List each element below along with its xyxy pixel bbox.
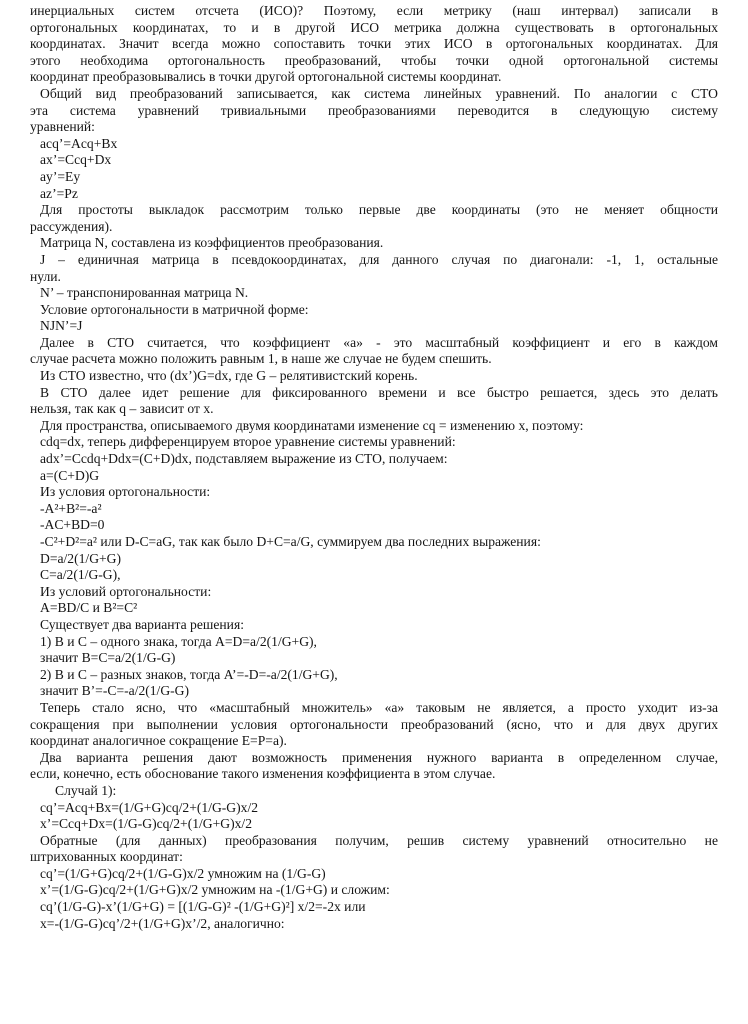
text-line: сокращения при выполнении условия ортогональности преобразований (ясно, что и для двух других	[30, 716, 718, 732]
text-line: -AC+BD=0	[40, 517, 105, 533]
text-line: нули.	[30, 268, 61, 284]
text-line: ортогональных координатах, то и в другой ИСО метрика должна существовать в ортогональных	[30, 19, 718, 35]
text-line: уравнений:	[30, 119, 95, 135]
text-line: Далее в СТО считается, что коэффициент «a» - это масштабный коэффициент и его в каждом	[40, 334, 718, 350]
text-line: x=-(1/G-G)cq’/2+(1/G+G)x’/2, аналогично:	[40, 915, 285, 931]
text-line: Условие ортогональности в матричной форме:	[40, 301, 309, 317]
text-line: координат аналогичное сокращение E=P=a).	[30, 733, 287, 749]
text-line: Общий вид преобразований записывается, как система линейных уравнений. По аналогии с СТО	[40, 85, 718, 101]
text-line: Из условия ортогональности:	[40, 484, 211, 500]
text-line: x’=(1/G-G)cq/2+(1/G+G)x/2 умножим на -(1/G+G) и сложим:	[40, 882, 390, 898]
text-line: acq’=Acq+Bx	[40, 135, 118, 151]
text-line: Случай 1):	[55, 782, 117, 798]
text-line: В СТО далее идет решение для фиксированного времени и все быстро решается, здесь это делать	[40, 384, 718, 400]
text-line: adx’=Ccdq+Ddx=(C+D)dx, подставляем выражение из СТО, получаем:	[40, 451, 448, 467]
text-line: x’=Ccq+Dx=(1/G-G)cq/2+(1/G+G)x/2	[40, 816, 252, 832]
text-line: эта система уравнений тривиальными преобразованиями переводится в следующую систему	[30, 102, 718, 118]
text-line: cq’=Acq+Bx=(1/G+G)cq/2+(1/G-G)x/2	[40, 799, 259, 815]
text-line: A=BD/C и B²=C²	[40, 600, 138, 616]
text-line: координат преобразовывались в точки другой ортогональной системы координат.	[30, 69, 502, 85]
text-line: 1) B и C – одного знака, тогда A=D=a/2(1/G+G),	[40, 633, 317, 649]
text-line: N’ – транспонированная матрица N.	[40, 285, 249, 301]
text-line: ax’=Ccq+Dx	[40, 152, 112, 168]
text-line: штрихованных координат:	[30, 849, 183, 865]
text-line: Матрица N, составлена из коэффициентов преобразования.	[40, 235, 384, 251]
text-line: Теперь стало ясно, что «масштабный множитель» «a» таковым не является, а просто уходит из-за	[40, 699, 718, 715]
text-line: Из СТО известно, что (dx’)G=dx, где G – релятивистский корень.	[40, 368, 418, 384]
text-line: значит B’=-C=-a/2(1/G-G)	[40, 683, 190, 699]
text-line: Существует два варианта решения:	[40, 616, 244, 632]
text-line: -C²+D²=a² или D-C=aG, так как было D+C=a/G, суммируем два последних выражения:	[40, 534, 541, 549]
text-line: инерциальных систем отсчета (ИСО)? Поэтому, если метрику (наш интервал) записали в	[30, 3, 718, 18]
text-line: az’=Pz	[40, 185, 78, 201]
text-line: нельзя, так как q – зависит от x.	[30, 401, 214, 417]
text-line: cq’(1/G-G)-x’(1/G+G) = [(1/G-G)² -(1/G+G)²] x/2=-2x или	[40, 899, 366, 915]
text-line: Для пространства, описываемого двумя координатами изменение cq = изменению x, поэтому:	[40, 417, 584, 433]
text-line: Обратные (для данных) преобразования получим, решив систему уравнений относительно не	[40, 832, 718, 848]
text-line: 2) B и C – разных знаков, тогда A’=-D=-a/2(1/G+G),	[40, 666, 338, 682]
text-line: ay’=Ey	[40, 168, 81, 184]
text-line: рассуждения).	[30, 218, 113, 234]
text-line: если, конечно, есть обоснование такого изменения коэффициента в этом случае.	[30, 766, 496, 782]
text-line: Из условий ортогональности:	[40, 583, 212, 599]
text-line: этого необходима ортогональность преобразований, чтобы точки одной ортогональной системы	[30, 52, 718, 68]
text-line: cq’=(1/G+G)cq/2+(1/G-G)x/2 умножим на (1/G-G)	[40, 865, 326, 881]
text-line: случае расчета можно положить равным 1, в наше же случае не будем спешить.	[30, 351, 492, 367]
text-line: J – единичная матрица в псевдокоординатах, для данного случая по диагонали: -1, 1, остальные	[40, 251, 718, 267]
text-line: значит B=C=a/2(1/G-G)	[40, 650, 176, 666]
text-line: NJN’=J	[40, 318, 83, 334]
text-line: a=(C+D)G	[40, 467, 100, 483]
text-line: -A²+B²=-a²	[40, 500, 102, 516]
text-line: Два варианта решения дают возможность применения нужного варианта в определенном случае,	[40, 749, 718, 765]
text-line: координатах. Значит всегда можно сопоставить точки этих ИСО в ортогональных координатах. Для	[30, 36, 718, 52]
text-line: C=a/2(1/G-G),	[40, 567, 121, 583]
text-line: cdq=dx, теперь дифференцируем второе уравнение системы уравнений:	[40, 434, 456, 450]
text-line: Для простоты выкладок рассмотрим только первые две координаты (это не меняет общности	[40, 202, 718, 218]
text-line: D=a/2(1/G+G)	[40, 550, 122, 566]
